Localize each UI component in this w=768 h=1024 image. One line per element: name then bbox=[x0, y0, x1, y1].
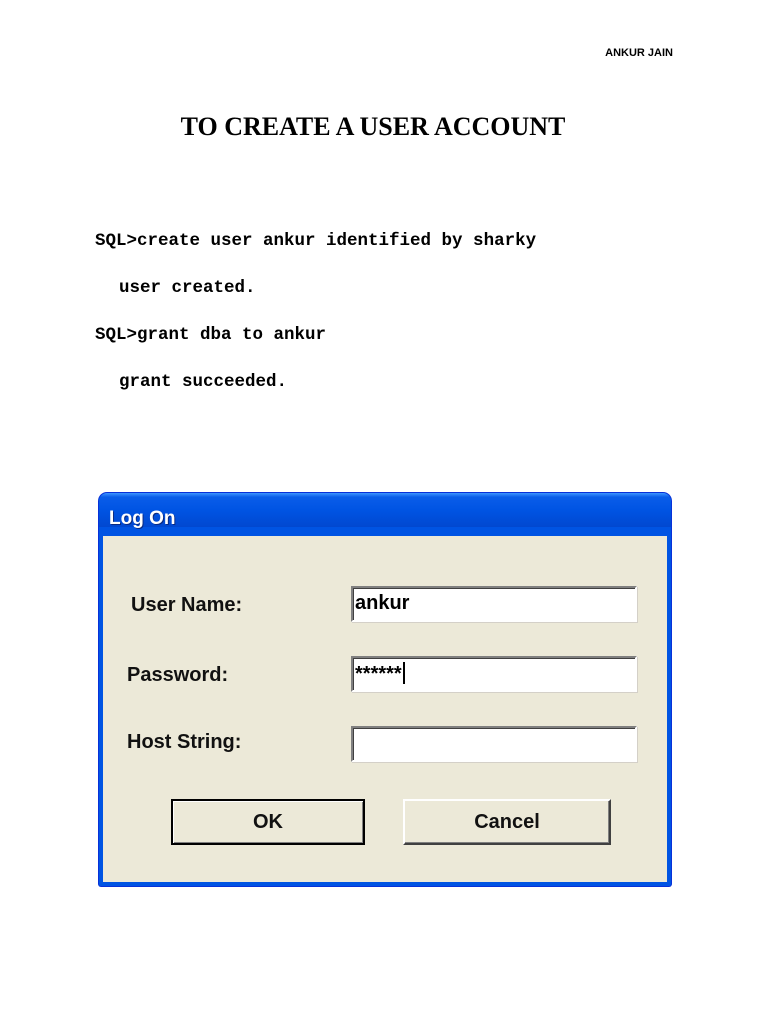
page-title: TO CREATE A USER ACCOUNT bbox=[180, 112, 566, 141]
ok-button[interactable] bbox=[171, 799, 365, 845]
sql-response-grant-succeeded: grant succeeded. bbox=[119, 372, 288, 392]
host-string-label: Host String: bbox=[127, 731, 242, 753]
sql-response-user-created: user created. bbox=[119, 278, 256, 298]
username-field[interactable] bbox=[351, 586, 637, 622]
password-value: ****** bbox=[355, 663, 402, 685]
dialog-title: Log On bbox=[109, 508, 176, 529]
text-cursor bbox=[403, 662, 405, 684]
author-name: ANKUR JAIN bbox=[605, 47, 673, 59]
ok-button-label: OK bbox=[253, 810, 283, 833]
username-value: ankur bbox=[355, 592, 410, 614]
dialog-titlebar[interactable] bbox=[99, 493, 671, 527]
sql-command-grant-dba: SQL>grant dba to ankur bbox=[95, 325, 327, 345]
log-on-dialog bbox=[99, 493, 671, 886]
sql-command-create-user: SQL>create user ankur identified by sharky bbox=[95, 231, 537, 251]
password-field[interactable] bbox=[351, 656, 637, 692]
password-label: Password: bbox=[127, 664, 229, 686]
host-string-field[interactable] bbox=[351, 726, 637, 762]
cancel-button[interactable] bbox=[403, 799, 611, 845]
dialog-body bbox=[103, 536, 667, 882]
cancel-button-label: Cancel bbox=[474, 810, 540, 833]
username-label: User Name: bbox=[131, 594, 243, 616]
